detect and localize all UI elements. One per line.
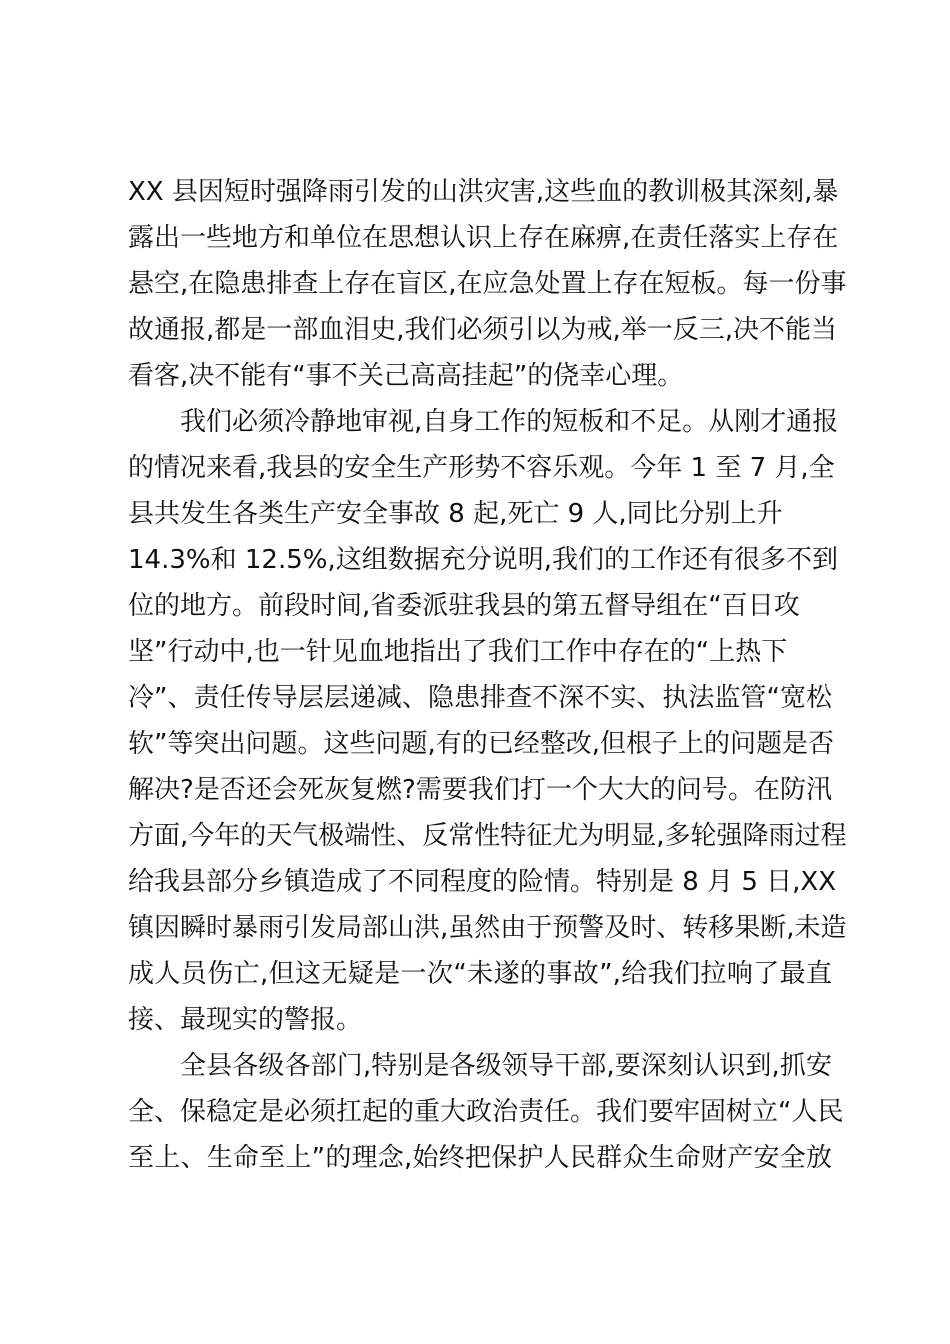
text-line: 14.3%和 12.5%,这组数据充分说明,我们的工作还有很多不到 [128,545,838,575]
text-line: 镇因瞬时暴雨引发局部山洪,虽然由于预警及时、转移果断,未造 [128,913,847,943]
text-line: 坚”行动中,也一针见血地指出了我们工作中存在的“上热下 [128,637,788,667]
text-line: 故通报,都是一部血泪史,我们必须引以为戒,举一反三,决不能当 [128,315,838,345]
text-line: 成人员伤亡,但这无疑是一次“未遂的事故”,给我们拉响了最直 [128,959,832,989]
text-line: 软”等突出问题。这些问题,有的已经整改,但根子上的问题是否 [128,729,834,759]
text-line: 方面,今年的天气极端性、反常性特征尤为明显,多轮强降雨过程 [128,821,847,851]
text-line: 看客,决不能有“事不关己高高挂起”的侥幸心理。 [128,361,684,391]
text-line: 至上、生命至上”的理念,始终把保护人民群众生命财产安全放 [128,1143,832,1173]
text-line: 县共发生各类生产安全事故 8 起,死亡 9 人,同比分别上升 [128,499,783,529]
text-line: 全、保稳定是必须扛起的重大政治责任。我们要牢固树立“人民 [128,1097,844,1127]
text-line: 悬空,在隐患排查上存在盲区,在应急处置上存在短板。每一份事 [128,269,847,299]
paragraph-first-line: 全县各级各部门,特别是各级领导干部,要深刻认识到,抓安 [180,1051,832,1081]
text-line: 位的地方。前段时间,省委派驻我县的第五督导组在“百日攻 [128,591,800,621]
paragraph-first-line: 我们必须冷静地审视,自身工作的短板和不足。从刚才通报 [180,407,839,437]
text-line: 露出一些地方和单位在思想认识上存在麻痹,在责任落实上存在 [128,223,839,253]
text-line: 接、最现实的警报。 [128,1005,363,1035]
text-line: 给我县部分乡镇造成了不同程度的险情。特别是 8 月 5 日,XX [128,867,837,897]
text-line: 解决?是否还会死灰复燃?需要我们打一个大大的问号。在防汛 [128,775,832,805]
text-line: 的情况来看,我县的安全生产形势不容乐观。今年 1 至 7 月,全 [128,453,835,483]
text-line: 冷”、责任传导层层递减、隐患排查不深不实、执法监管“宽松 [128,683,832,713]
text-line: XX 县因短时强降雨引发的山洪灾害,这些血的教训极其深刻,暴 [128,177,839,207]
